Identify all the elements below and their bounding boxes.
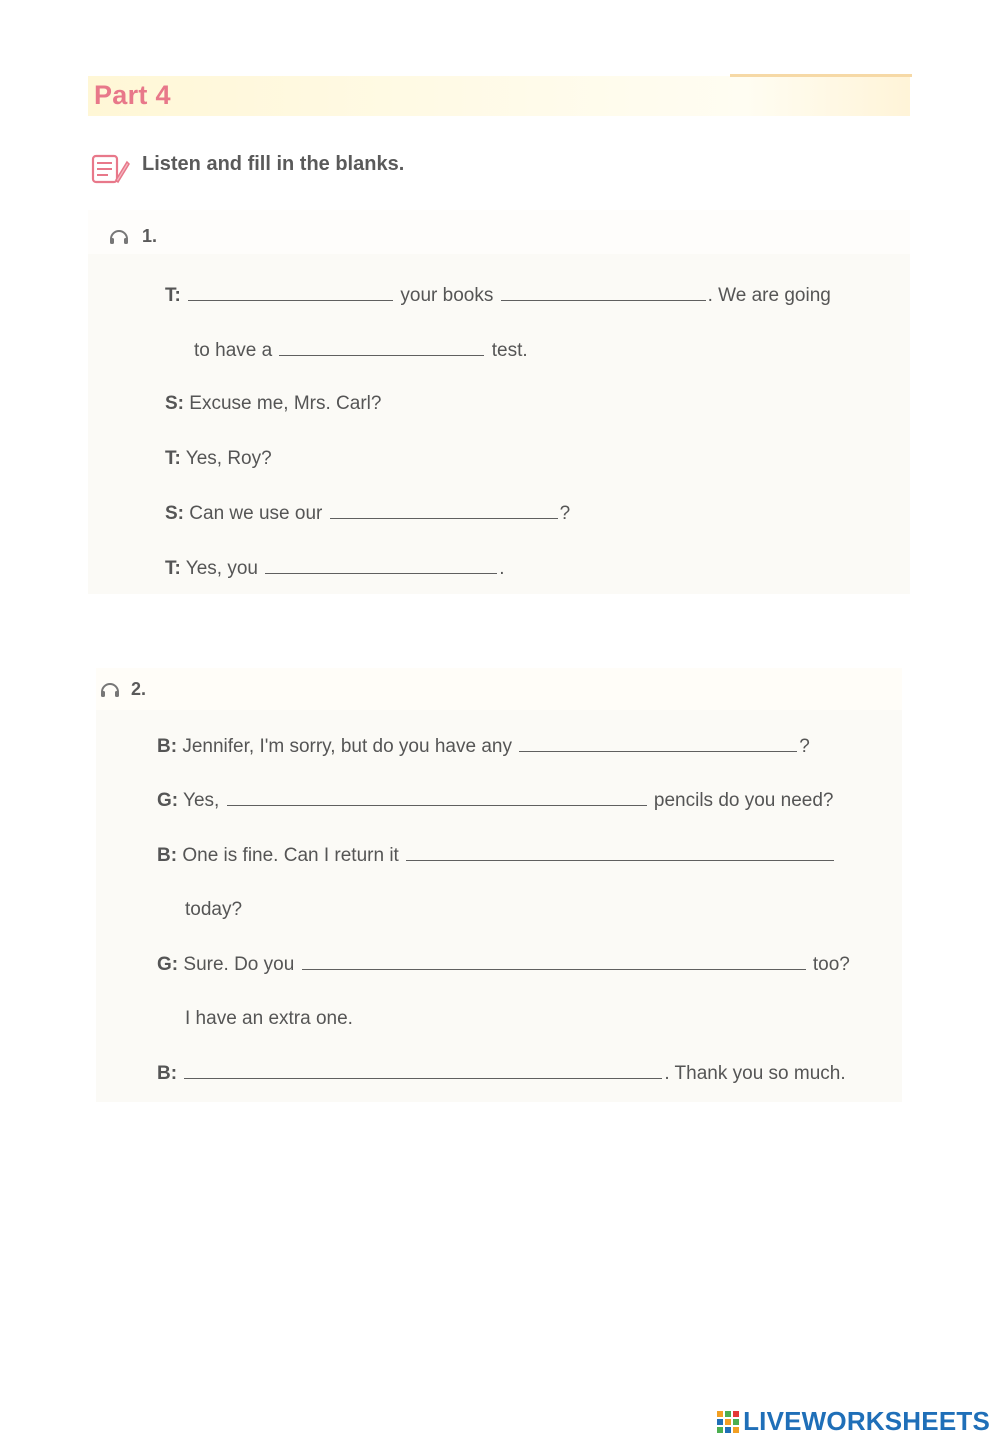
line-text: Can we use our xyxy=(189,503,323,524)
line-text: Jennifer, I'm sorry, but do you have any xyxy=(182,736,512,757)
blank-field[interactable] xyxy=(265,557,497,574)
speaker-label: T: xyxy=(165,448,181,469)
speaker-label: T: xyxy=(165,558,181,579)
line-text: to have a xyxy=(194,340,273,361)
line-text: . We are going xyxy=(707,285,831,306)
dialogue-line-3 xyxy=(157,844,836,867)
dialogue-line-2 xyxy=(157,789,833,812)
speaker-label: T: xyxy=(165,285,181,306)
dialogue-line-6 xyxy=(165,557,505,580)
line-text: Yes, xyxy=(183,790,220,811)
dialogue-line-5 xyxy=(157,953,850,976)
line-text: test. xyxy=(491,340,528,361)
instruction-text: Listen and fill in the blanks. xyxy=(142,153,405,175)
blank-field[interactable] xyxy=(406,844,834,861)
speaker-label: S: xyxy=(165,503,184,524)
exercise-2-header-bg xyxy=(96,668,902,710)
dialogue-line-6 xyxy=(185,1008,353,1030)
dialogue-line-1 xyxy=(157,735,810,758)
blank-field[interactable] xyxy=(519,735,797,752)
blank-field[interactable] xyxy=(188,284,393,301)
exercise-2-number: 2. xyxy=(131,679,147,699)
speaker-label: S: xyxy=(165,393,184,414)
speaker-label: G: xyxy=(157,954,179,975)
dialogue-line-1 xyxy=(165,284,831,307)
part-title: Part 4 xyxy=(94,80,171,110)
line-text: One is fine. Can I return it xyxy=(182,845,399,866)
line-text: . Thank you so much. xyxy=(664,1063,846,1084)
speaker-label: B: xyxy=(157,1063,178,1084)
dialogue-line-4 xyxy=(165,448,272,470)
speaker-label: G: xyxy=(157,790,179,811)
line-text: . xyxy=(499,558,505,579)
headphones-icon xyxy=(108,226,130,248)
speaker-label: B: xyxy=(157,736,178,757)
exercise-1-header-bg xyxy=(88,210,910,254)
line-text: Excuse me, Mrs. Carl? xyxy=(189,393,382,414)
blank-field[interactable] xyxy=(501,284,706,301)
blank-field[interactable] xyxy=(330,502,558,519)
line-text: ? xyxy=(799,736,810,757)
dialogue-line-3 xyxy=(165,393,381,415)
dialogue-line-4 xyxy=(185,899,242,921)
brand-name: LIVEWORKSHEETS xyxy=(743,1406,990,1436)
exercise-1-number: 1. xyxy=(142,226,158,246)
blank-field[interactable] xyxy=(184,1062,662,1079)
blank-field[interactable] xyxy=(279,339,484,356)
headphones-icon xyxy=(99,679,121,701)
dialogue-line-5 xyxy=(165,502,570,525)
blank-field[interactable] xyxy=(302,953,806,970)
speaker-label: B: xyxy=(157,845,178,866)
blank-field[interactable] xyxy=(227,789,647,806)
line-text: today? xyxy=(185,899,243,920)
line-text: pencils do you need? xyxy=(653,790,834,811)
header-band-edge xyxy=(730,74,912,77)
line-text: ? xyxy=(559,503,571,524)
line-text: too? xyxy=(812,954,850,975)
line-text: your books xyxy=(400,285,494,306)
dialogue-line-7 xyxy=(157,1062,846,1085)
pencil-paper-icon xyxy=(90,150,130,186)
brand-logo-link[interactable] xyxy=(717,1406,990,1437)
part-header-band xyxy=(88,76,910,116)
line-text: I have an extra one. xyxy=(185,1008,353,1029)
line-text: Sure. Do you xyxy=(183,954,295,975)
dialogue-line-2 xyxy=(194,339,528,362)
liveworksheets-logo-icon xyxy=(717,1411,739,1433)
line-text: Yes, you xyxy=(185,558,258,579)
line-text: Yes, Roy? xyxy=(185,448,272,469)
